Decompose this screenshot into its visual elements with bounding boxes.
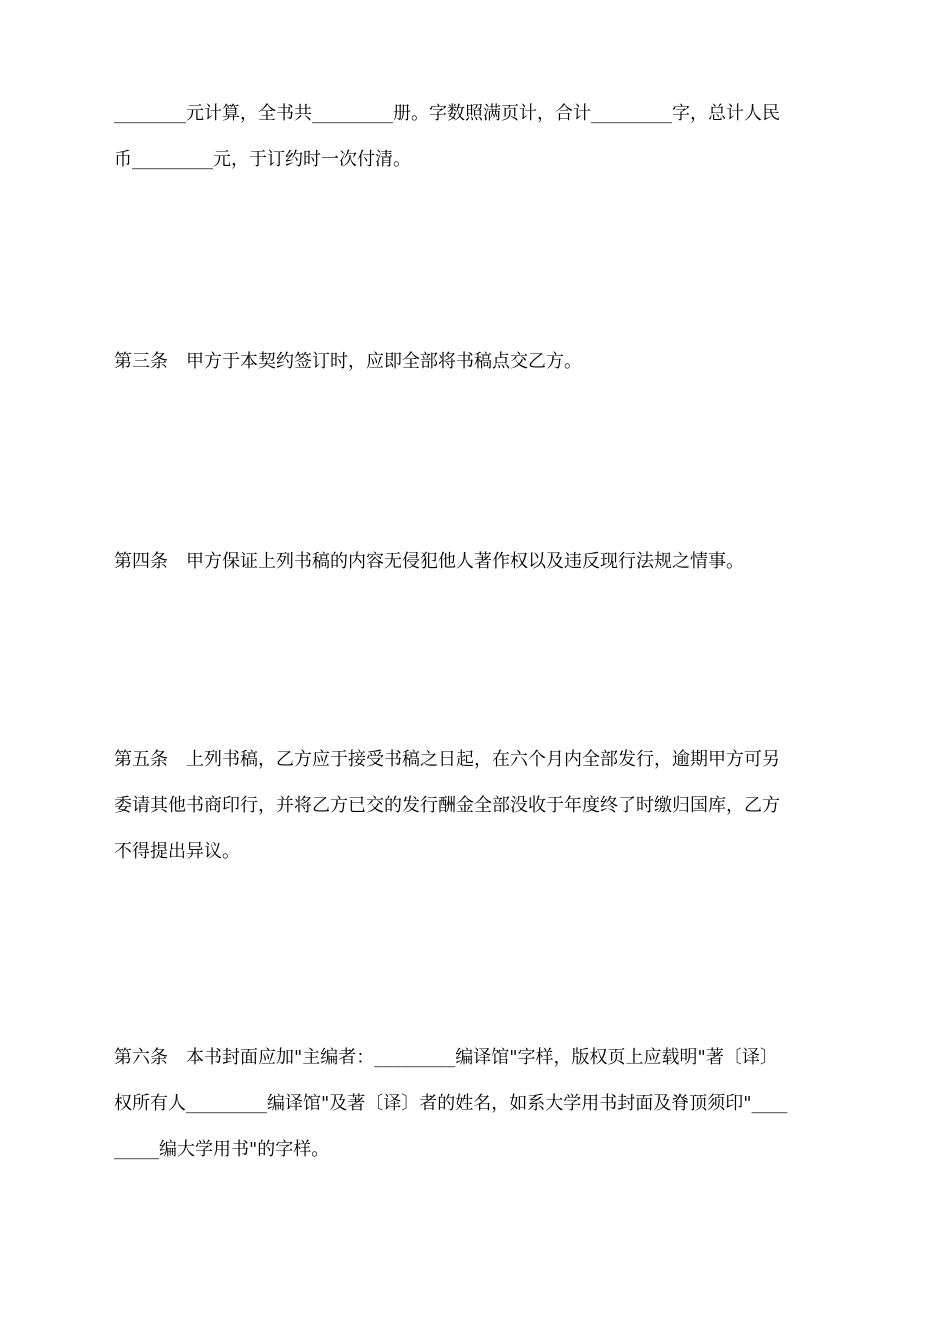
paragraph-line: 币_________元，于订约时一次付清。 — [114, 149, 411, 170]
payment-clause-paragraph — [114, 91, 838, 183]
paragraph-line: 第三条 甲方于本契约签订时，应即全部将书稿点交乙方。 — [114, 351, 582, 372]
paragraph-line: 不得提出异议。 — [114, 841, 240, 862]
paragraph-line: 第四条 甲方保证上列书稿的内容无侵犯他人著作权以及违反现行法规之情事。 — [114, 551, 744, 572]
article-3-paragraph — [114, 339, 838, 385]
paragraph-line: 第六条 本书封面应加"主编者：_________编译馆"字样，版权页上应载明"著〔译〕 — [114, 1047, 778, 1068]
paragraph-line: ________元计算，全书共_________册。字数照满页计，合计_________字，总计人民 — [114, 103, 780, 124]
paragraph-line: 委请其他书商印行，并将乙方已交的发行酬金全部没收于年度终了时缴归国库，乙方 — [114, 795, 780, 816]
paragraph-line: _____编大学用书"的字样。 — [114, 1139, 330, 1160]
article-5-paragraph — [114, 737, 838, 875]
paragraph-line: 权所有人_________编译馆"及著〔译〕者的姓名，如系大学用书封面及脊顶须印"____ — [114, 1093, 788, 1114]
paragraph-line: 第五条 上列书稿，乙方应于接受书稿之日起，在六个月内全部发行，逾期甲方可另 — [114, 749, 780, 770]
article-6-paragraph — [114, 1035, 838, 1173]
article-4-paragraph — [114, 539, 838, 585]
